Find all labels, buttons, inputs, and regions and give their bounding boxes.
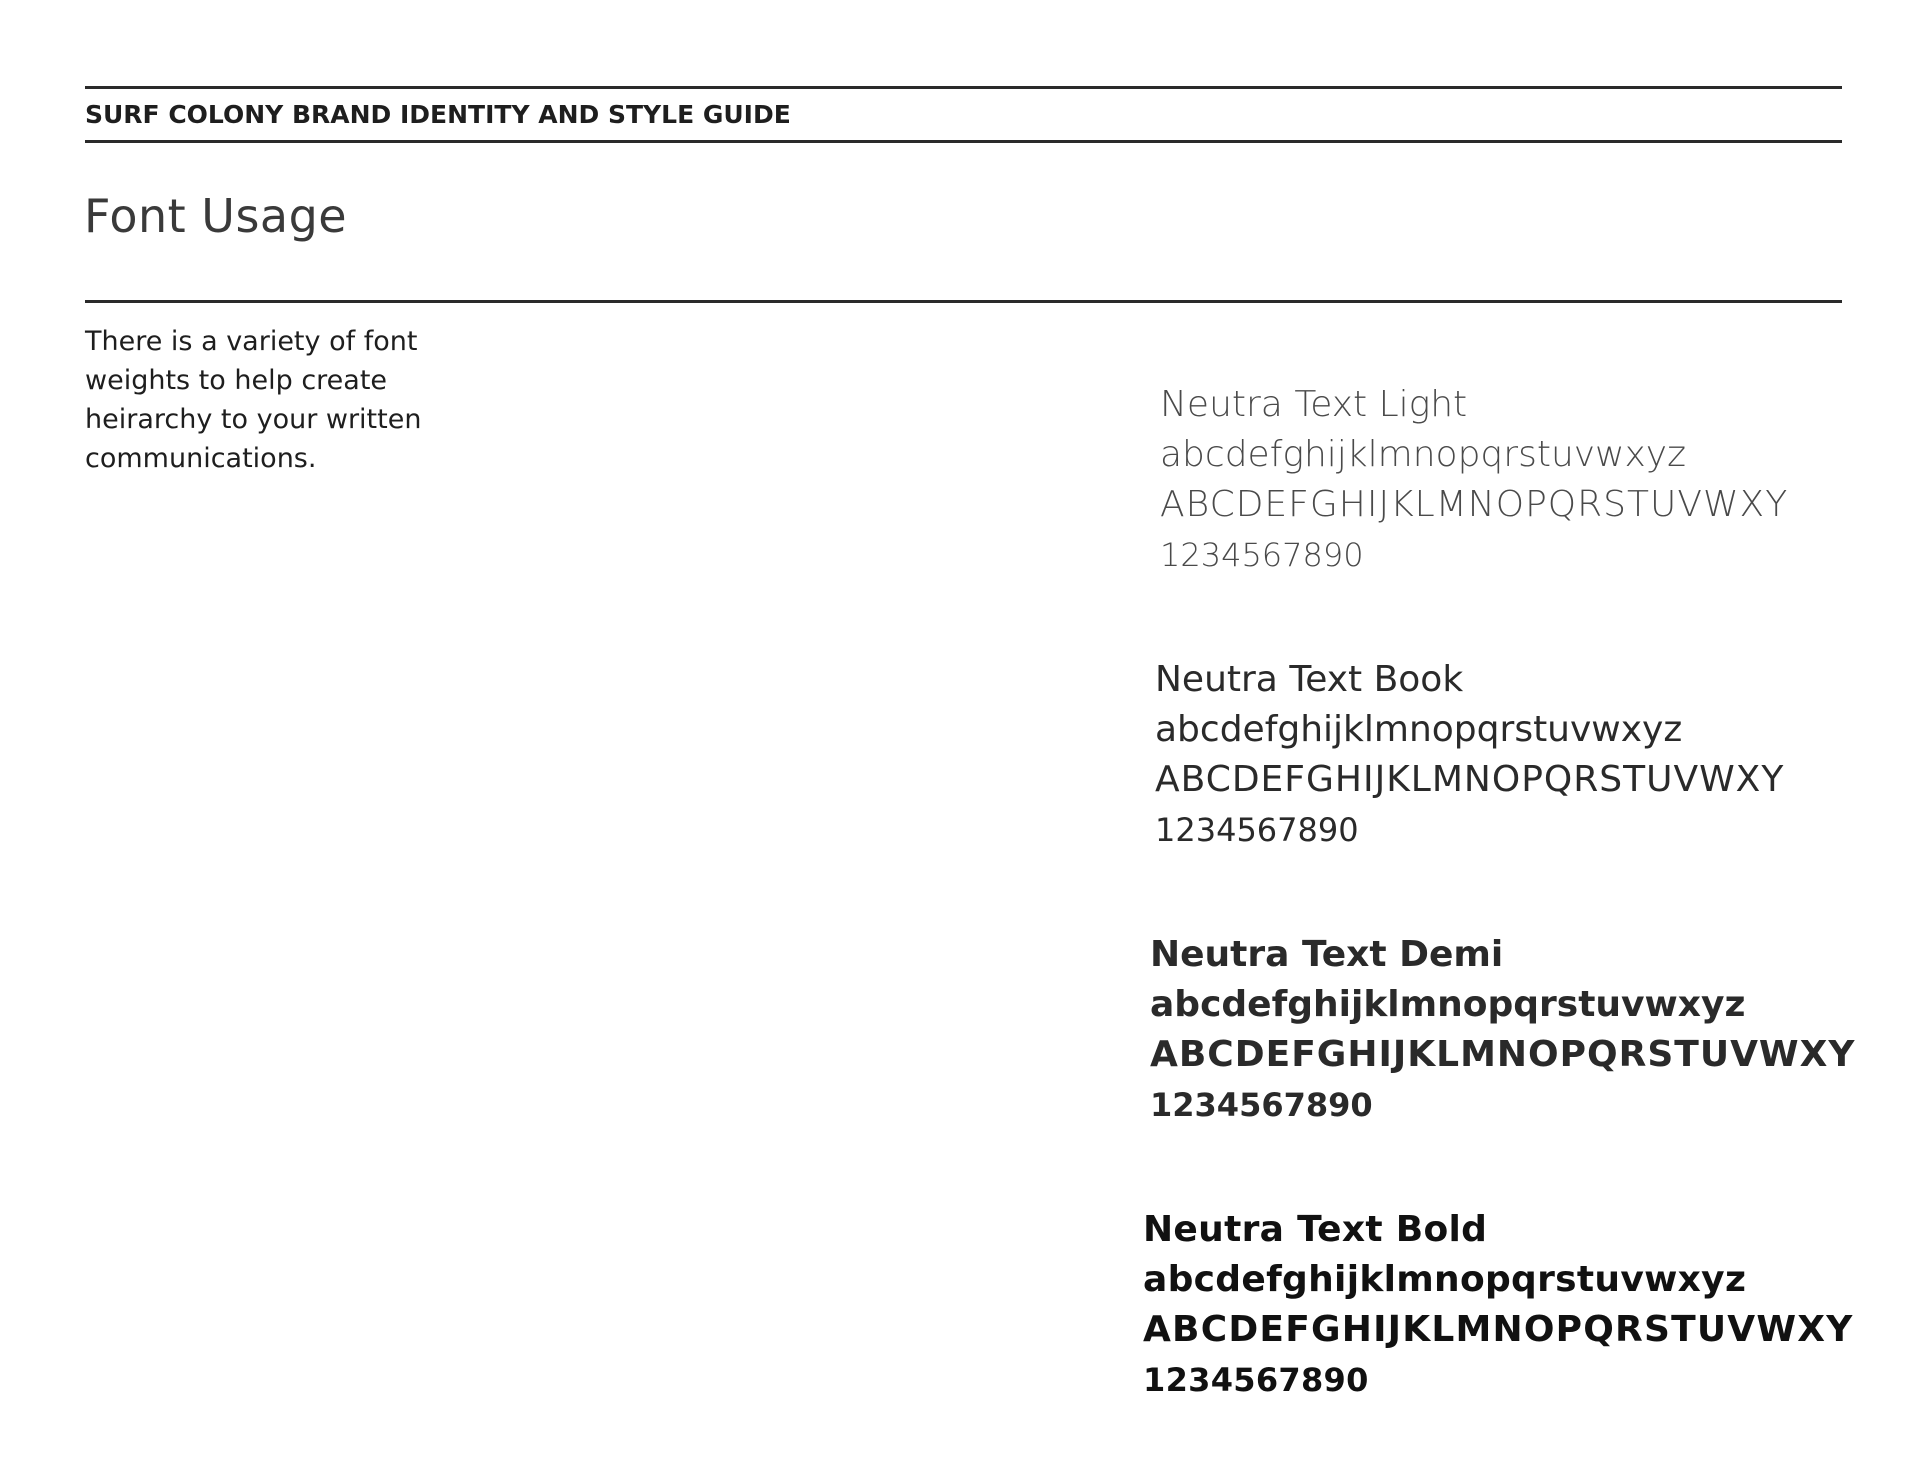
specimen-digits: 1234567890 <box>1160 536 1364 574</box>
section-divider-rule <box>85 300 1842 303</box>
specimen-lowercase: abcdefghijklmnopqrstuvwxyz <box>1143 1259 1747 1300</box>
specimen-uppercase: ABCDEFGHIJKLMNOPQRSTUVWXY <box>1160 484 1789 525</box>
font-specimen-bold <box>1143 1205 1853 1405</box>
specimen-name: Neutra Text Demi <box>1150 934 1504 975</box>
specimen-lowercase: abcdefghijklmnopqrstuvwxyz <box>1150 984 1746 1025</box>
specimen-lowercase: abcdefghijklmnopqrstuvwxyz <box>1155 709 1683 750</box>
specimen-name: Neutra Text Light <box>1160 384 1468 425</box>
specimen-digits: 1234567890 <box>1150 1086 1373 1124</box>
specimen-digits: 1234567890 <box>1155 811 1359 849</box>
specimen-uppercase: ABCDEFGHIJKLMNOPQRSTUVWXY <box>1155 759 1785 800</box>
specimen-digits: 1234567890 <box>1143 1361 1369 1399</box>
font-specimen-light <box>1160 380 1788 580</box>
specimen-uppercase: ABCDEFGHIJKLMNOPQRSTUVWXY <box>1143 1309 1854 1350</box>
intro-line: weights to help create <box>85 365 388 396</box>
specimen-name: Neutra Text Bold <box>1143 1209 1488 1250</box>
specimen-uppercase: ABCDEFGHIJKLMNOPQRSTUVWXY <box>1150 1034 1856 1075</box>
document-header-title: SURF COLONY BRAND IDENTITY AND STYLE GUIDE <box>85 100 791 129</box>
intro-line: There is a variety of font <box>85 326 418 357</box>
specimen-name: Neutra Text Book <box>1155 659 1464 700</box>
font-specimen-demi <box>1150 930 1855 1130</box>
intro-line: heirarchy to your written <box>85 404 422 435</box>
header-top-rule <box>85 86 1842 89</box>
intro-paragraph <box>85 322 475 478</box>
header-bottom-rule <box>85 140 1842 143</box>
intro-line: communications. <box>85 443 317 474</box>
specimen-lowercase: abcdefghijklmnopqrstuvwxyz <box>1160 434 1687 475</box>
page-title: Font Usage <box>84 189 348 243</box>
font-specimen-book <box>1155 655 1784 855</box>
